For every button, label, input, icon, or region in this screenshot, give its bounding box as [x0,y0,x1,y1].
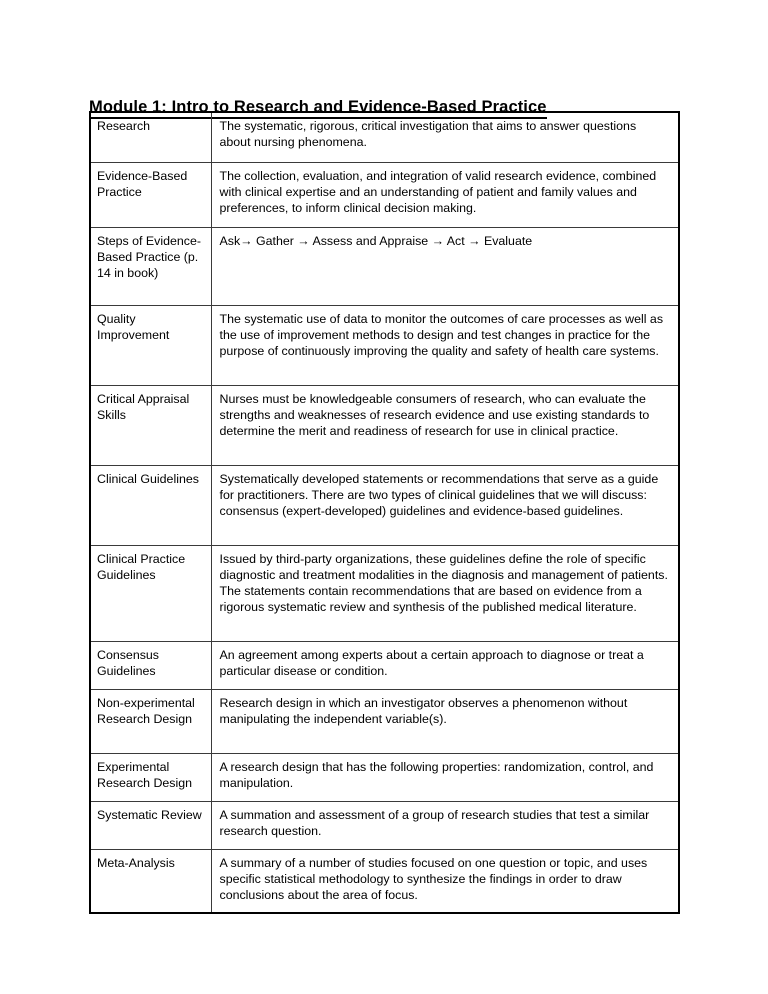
definition-cell: A summary of a number of studies focused on one question or topic, and uses specific statistical methodology to synthesize the findings in order to draw conclusions about the area of focus. [211,849,679,913]
definition-cell: The systematic, rigorous, critical investigation that aims to answer questions about nursing phenomena. [211,112,679,162]
table-row [90,689,679,753]
term-cell: Clinical Guidelines [90,465,211,545]
definition-cell: A summation and assessment of a group of research studies that test a similar research question. [211,801,679,849]
table-row [90,305,679,385]
table-row [90,465,679,545]
table-row [90,545,679,641]
table-row [90,641,679,689]
table-row [90,385,679,465]
term-cell: Evidence-Based Practice [90,162,211,227]
definition-cell: Research design in which an investigator observes a phenomenon without manipulating the independent variable(s). [211,689,679,753]
table-row [90,227,679,305]
term-cell: Consensus Guidelines [90,641,211,689]
definition-cell: The collection, evaluation, and integration of valid research evidence, combined with clinical expertise and an understanding of patient and family values and preferences, to inform clinical decision making. [211,162,679,227]
definition-cell: The systematic use of data to monitor the outcomes of care processes as well as the use of improvement methods to design and test changes in practice for the purpose of continuously improving the quality and safety of health care systems. [211,305,679,385]
term-cell: Steps of Evidence-Based Practice (p. 14 in book) [90,227,211,305]
table-row [90,801,679,849]
term-cell: Non-experimental Research Design [90,689,211,753]
term-cell: Quality Improvement [90,305,211,385]
definition-cell: Issued by third-party organizations, these guidelines define the role of specific diagnostic and treatment modalities in the diagnosis and management of patients. The statements contain recommendations that are based on evidence from a rigorous systematic review and synthesis of the published medical literature. [211,545,679,641]
term-cell: Meta-Analysis [90,849,211,913]
definition-cell: Ask→ Gather → Assess and Appraise → Act → Evaluate [211,227,679,305]
term-cell: Systematic Review [90,801,211,849]
definition-cell: Systematically developed statements or recommendations that serve as a guide for practitioners. There are two types of clinical guidelines that we will discuss: consensus (expert-developed) guidelines and evidence-based guidelines. [211,465,679,545]
term-cell: Experimental Research Design [90,753,211,801]
definition-cell: A research design that has the following properties: randomization, control, and manipulation. [211,753,679,801]
definition-cell: An agreement among experts about a certain approach to diagnose or treat a particular disease or condition. [211,641,679,689]
term-cell: Critical Appraisal Skills [90,385,211,465]
term-cell: Clinical Practice Guidelines [90,545,211,641]
table-row [90,112,679,162]
glossary-table-body [90,112,679,913]
table-row [90,162,679,227]
page-title-text: Module 1: Intro to Research and Evidence-Based Practice [89,97,547,119]
table-row [90,753,679,801]
glossary-table [89,111,680,914]
definition-cell: Nurses must be knowledgeable consumers of research, who can evaluate the strengths and weaknesses of research evidence and use existing standards to determine the merit and readiness of research for use in clinical practice. [211,385,679,465]
term-cell: Research [90,112,211,162]
table-row [90,849,679,913]
